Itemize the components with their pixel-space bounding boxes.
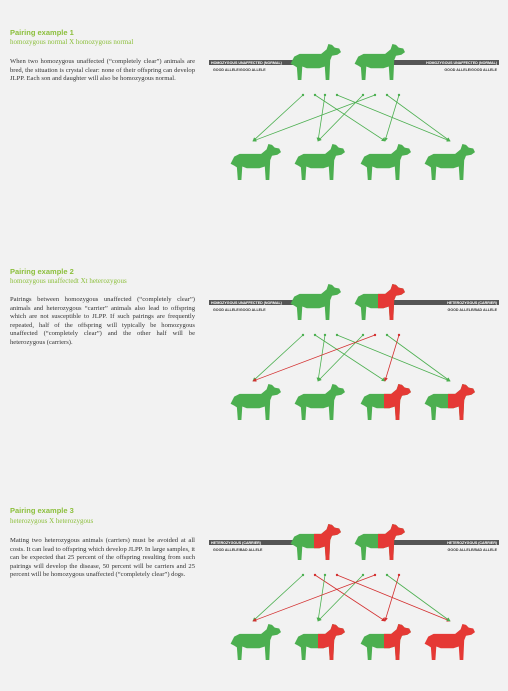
inheritance-arrow	[253, 335, 303, 381]
inheritance-arrow	[318, 95, 325, 141]
inheritance-arrow	[337, 335, 450, 381]
example-subtitle: homozygous unaffectedt Xt heterozygous	[10, 277, 127, 285]
parent-left-alleles: GOOD ALLELE/BAD ALLELE	[213, 548, 263, 552]
offspring-dog-1	[231, 384, 281, 420]
inheritance-arrow	[253, 95, 303, 141]
inheritance-arrow	[253, 575, 375, 621]
example-description: When two homozygous unaffected (“completely clear”) animals are bred, the situation is crystal clear: none of their offspring can develop JLPP. Each son and daughter will also be homozygous normal.	[10, 58, 195, 83]
inheritance-arrow	[385, 95, 399, 141]
parent-left-genotype: HETEROZYGOUS (CARRIER)	[211, 540, 261, 545]
inheritance-arrow	[337, 95, 450, 141]
parent-left-alleles: GOOD ALLELE/GOOD ALLELE	[213, 308, 266, 312]
parent-dog-left	[291, 44, 341, 80]
inheritance-arrow	[385, 575, 399, 621]
parent-right-alleles: GOOD ALLELE/BAD ALLELE	[447, 308, 497, 312]
parent-right-genotype: HOMOZYGOUS UNAFFECTED (NORMAL)	[426, 60, 497, 65]
offspring-dog-2	[295, 624, 345, 660]
inheritance-arrow	[387, 575, 450, 621]
pairing-diagram	[205, 38, 505, 188]
inheritance-arrow	[315, 95, 385, 141]
inheritance-arrow	[315, 575, 385, 621]
inheritance-arrow	[253, 95, 375, 141]
example-subtitle: homozygous normal X homozygous normal	[10, 38, 134, 46]
inheritance-arrow	[318, 575, 325, 621]
offspring-dog-4	[425, 144, 475, 180]
inheritance-arrow	[253, 575, 303, 621]
offspring-dog-4	[425, 624, 475, 660]
offspring-dog-3	[361, 624, 411, 660]
offspring-dog-4	[425, 384, 475, 420]
example-subtitle: heterozygous X heterozygous	[10, 517, 94, 525]
offspring-dog-1	[231, 144, 281, 180]
pairing-diagram	[205, 518, 505, 678]
parent-dog-left	[291, 524, 341, 560]
offspring-dog-3	[361, 384, 411, 420]
parent-right-genotype: HETEROZYGOUS (CARRIER)	[447, 300, 497, 305]
inheritance-arrow	[253, 335, 375, 381]
parent-left-genotype: HOMOZYGOUS UNAFFECTED (NORMAL)	[211, 300, 282, 305]
example-description: Mating two heterozygous animals (carriers) must be avoided at all costs. It can lead to offspring which develop JLPP. In large samples, it can be expected that 25 percent of the offspring resulting from such pairings will develop the disease, 50 percent will be carriers and 25 percent will be homozygous unaffected (“completely clear”) dogs.	[10, 537, 195, 579]
example-title: Pairing example 1	[10, 28, 74, 37]
inheritance-arrow	[385, 335, 399, 381]
parent-dog-left	[291, 284, 341, 320]
inheritance-arrow	[387, 95, 450, 141]
offspring-dog-2	[295, 384, 345, 420]
inheritance-arrow	[318, 335, 325, 381]
parent-left-genotype: HOMOZYGOUS UNAFFECTED (NORMAL)	[211, 60, 282, 65]
parent-right-genotype: HETEROZYGOUS (CARRIER)	[447, 540, 497, 545]
inheritance-arrow	[387, 335, 450, 381]
example-title: Pairing example 2	[10, 267, 74, 276]
offspring-dog-3	[361, 144, 411, 180]
pairing-diagram	[205, 278, 505, 428]
parent-right-alleles: GOOD ALLELE/GOOD ALLELE	[444, 68, 497, 72]
inheritance-arrow	[315, 335, 385, 381]
inheritance-arrow	[337, 575, 450, 621]
example-title: Pairing example 3	[10, 506, 74, 515]
offspring-dog-2	[295, 144, 345, 180]
parent-left-alleles: GOOD ALLELE/GOOD ALLELE	[213, 68, 266, 72]
offspring-dog-1	[231, 624, 281, 660]
parent-right-alleles: GOOD ALLELE/BAD ALLELE	[447, 548, 497, 552]
example-description: Pairings between homozygous unaffected (“completely clear”) animals and heterozygous “carrier” animals also lead to offspring which are not susceptible to JLPP. If such pairings are frequently repeated, half of the offspring will typically be homozygous unaffected (“completely clear”) and the other half will be heterozygous (carriers).	[10, 296, 195, 346]
